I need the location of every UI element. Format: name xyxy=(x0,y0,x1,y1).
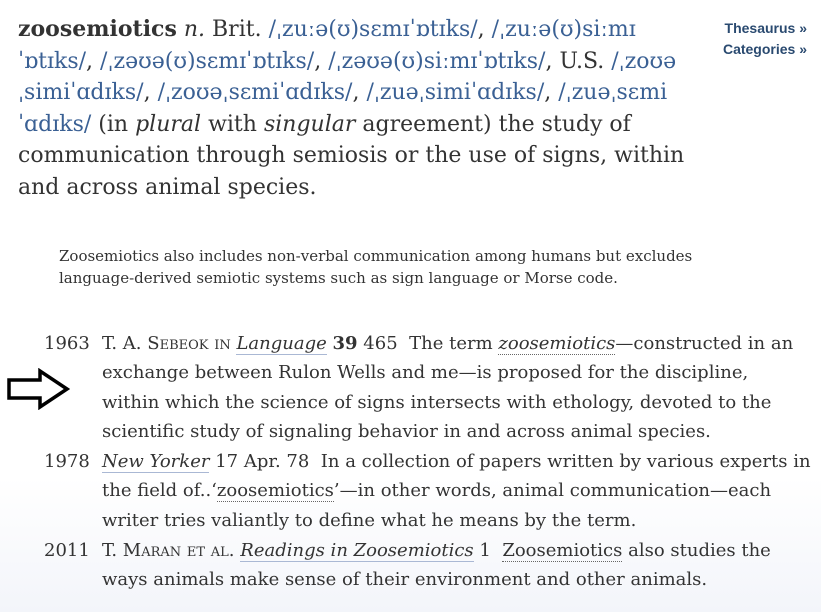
quotation-work-link[interactable]: Readings in Zoosemiotics xyxy=(240,540,474,562)
definition-with: with xyxy=(208,111,257,137)
quotation-year: 1978 xyxy=(44,451,90,473)
quotation-work-link[interactable]: New Yorker xyxy=(102,451,210,473)
quotation-author: T. Maran et al. xyxy=(102,540,235,562)
related-links xyxy=(723,18,807,60)
quotation-work-link[interactable]: Language xyxy=(236,333,327,354)
quotation-keyword: Zoosemiotics xyxy=(502,540,623,562)
quotation-page: 465 xyxy=(363,333,398,354)
quotations xyxy=(0,329,821,596)
pronunciation-us-4[interactable]: /ˌzuəˌsɛmiˈɑdɪks/ xyxy=(18,80,668,137)
dictionary-entry: zoosemiotics n. Brit. /ˌzuːə(ʊ)sɛmɪˈɒtɪks/, /ˌzuːə(ʊ)siːmɪˈɒtɪks/, /ˌzəʊə(ʊ)sɛmɪˈɒtɪks/, /ˌzəʊə(ʊ)siːmɪˈɒtɪks/, U.S. /ˌzoʊəˌsimiˈɑdɪks/, /ˌzoʊəˌsɛmiˈɑdɪks/, /ˌzuəˌsimiˈɑdɪks/, /ˌzuəˌsɛmiˈɑdɪks/ (in plural with singular agreement) the study of communication through semiosis or the use of signs, within and across animal species. xyxy=(18,16,685,200)
quotation-1978 xyxy=(0,447,821,535)
definition-open: (in xyxy=(98,111,129,137)
quotation-volume: 39 xyxy=(332,333,358,354)
categories-link[interactable]: Categories » xyxy=(722,41,807,57)
quotation-text-after: —constructed in an exchange between Rulon Wells and me—is proposed for the discipline, within which the science of signs intersects with ethology, devoted to the scientific study of signaling behavior in and across animal species. xyxy=(102,333,794,442)
pronunciation-brit-4[interactable]: /ˌzəʊə(ʊ)siːmɪˈɒtɪks/ xyxy=(328,48,546,74)
quotation-text-before: In a collection of papers written by various experts in the field of..‘ xyxy=(102,451,811,502)
quotation-page: 1 xyxy=(479,540,491,562)
quotation-text-after: also studies the ways animals make sense of their environment and other animals. xyxy=(102,540,771,591)
definition-plural: plural xyxy=(135,111,202,137)
region-us: U.S. xyxy=(559,48,605,74)
quotation-year: 2011 xyxy=(44,540,90,562)
thesaurus-link[interactable]: Thesaurus » xyxy=(724,20,807,36)
definition-singular: singular xyxy=(263,111,356,137)
pronunciation-us-1[interactable]: /ˌzoʊəˌsimiˈɑdɪks/ xyxy=(18,48,677,105)
quotation-author: T. A. Sebeok in xyxy=(102,333,231,354)
quotation-keyword: zoosemiotics xyxy=(216,480,334,502)
quotation-text-before: The term xyxy=(409,333,493,354)
quotation-date: 17 Apr. 78 xyxy=(215,451,310,473)
quotation-keyword: zoosemiotics xyxy=(498,333,616,354)
pronunciation-brit-2[interactable]: /ˌzuːə(ʊ)siːmɪˈɒtɪks/ xyxy=(18,17,636,74)
usage-note: Zoosemiotics also includes non-verbal communication among humans but excludes language-derived semiotic systems such as sign language or Morse code. xyxy=(59,247,693,287)
definition-text: agreement) the study of communication through semiosis or the use of signs, within and across animal species. xyxy=(18,111,685,200)
quotation-1963 xyxy=(0,329,821,446)
region-brit: Brit. xyxy=(212,17,262,42)
pronunciation-brit-1[interactable]: /ˌzuːə(ʊ)sɛmɪˈɒtɪks/ xyxy=(268,17,478,42)
part-of-speech: n. xyxy=(183,17,206,42)
quotation-2011 xyxy=(0,536,821,595)
headword: zoosemiotics xyxy=(18,16,177,42)
pronunciation-us-2[interactable]: /ˌzoʊəˌsɛmiˈɑdɪks/ xyxy=(157,80,353,105)
quotation-year: 1963 xyxy=(44,333,90,354)
quotation-text-after: ’—in other words, animal communication—each writer tries valiantly to define what he means by the term. xyxy=(102,480,772,531)
pronunciation-us-3[interactable]: /ˌzuəˌsimiˈɑdɪks/ xyxy=(366,80,545,105)
pronunciation-brit-3[interactable]: /ˌzəʊə(ʊ)sɛmɪˈɒtɪks/ xyxy=(100,48,315,74)
